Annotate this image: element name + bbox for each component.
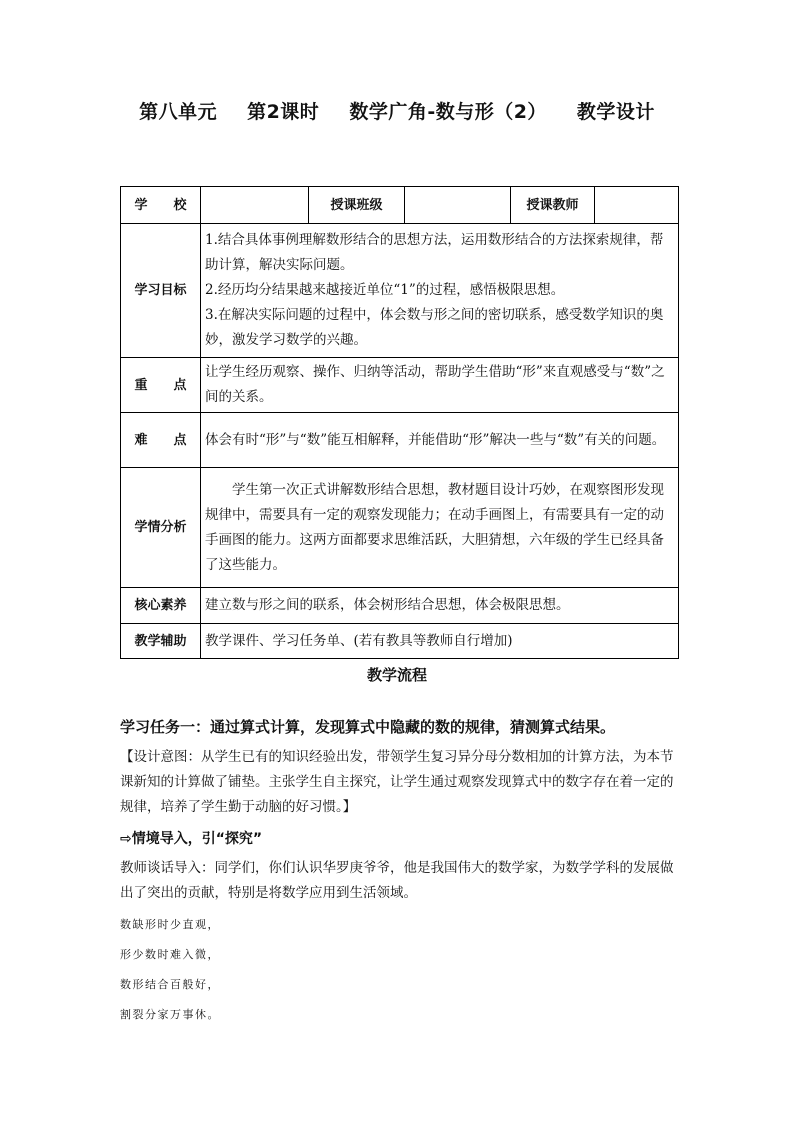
table-row <box>121 624 679 659</box>
key-point-label: 重 点 <box>121 358 201 413</box>
task-one-heading: 学习任务一：通过算式计算，发现算式中隐藏的数的规律，猜测算式结果。 <box>120 718 616 736</box>
key-point-text: 让学生经历观察、操作、归纳等活动，帮助学生借助“形”来直观感受与“数”之间的关系。 <box>201 358 679 413</box>
school-value <box>201 187 309 224</box>
class-label: 授课班级 <box>309 187 405 224</box>
teacher-value <box>595 187 679 224</box>
difficulty-label: 难 点 <box>121 413 201 468</box>
design-intent: 【设计意图：从学生已有的知识经验出发，带领学生复习异分母分数相加的计算方法，为本节课新知的计算做了铺垫。主张学生自主探究，让学生通过观察发现算式中的数字存在着一定的规律，培养了学生勤于动脑的好习惯。】 <box>120 749 674 815</box>
table-row <box>121 468 679 588</box>
title-topic: 数学广角-数与形（2） <box>349 101 547 123</box>
table-row <box>121 187 679 224</box>
aids-text: 教学课件、学习任务单、(若有教具等教师自行增加) <box>201 624 679 659</box>
title-unit: 第八单元 <box>139 101 218 123</box>
goal-item: 3.在解决实际问题的过程中，体会数与形之间的密切联系，感受数学知识的奥妙，激发学习数学的兴趣。 <box>205 307 664 348</box>
goals-content <box>201 224 679 358</box>
table-row <box>121 224 679 358</box>
poem-line: 形少数时难入微， <box>120 948 220 961</box>
lesson-info-table <box>120 186 679 659</box>
poem-line: 割裂分家万事休。 <box>120 1008 220 1021</box>
poem-line: 数形结合百般好， <box>120 978 220 991</box>
literacy-label: 核心素养 <box>121 588 201 624</box>
title-lesson: 第2课时 <box>247 101 320 123</box>
analysis-text: 学生第一次正式讲解数形结合思想，教材题目设计巧妙，在观察图形发现规律中，需要具有一定的观察发现能力；在动手画图上，有需要具有一定的动手画图的能力。这两方面都要求思维活跃，大胆猜想，六年级的学生已经具备了这些能力。 <box>201 468 679 588</box>
goal-item: 2.经历均分结果越来越接近单位“1”的过程，感悟极限思想。 <box>205 282 565 298</box>
analysis-label: 学情分析 <box>121 468 201 588</box>
table-row <box>121 588 679 624</box>
aids-label: 教学辅助 <box>121 624 201 659</box>
school-label: 学 校 <box>121 187 201 224</box>
difficulty-text: 体会有时“形”与“数”能互相解释，并能借助“形”解决一些与“数”有关的问题。 <box>201 413 679 468</box>
teacher-talk: 教师谈话导入：同学们，你们认识华罗庚爷爷，他是我国伟大的数学家，为数学学科的发展做出了突出的贡献，特别是将数学应用到生活领域。 <box>120 860 674 901</box>
class-value <box>405 187 511 224</box>
teacher-label: 授课教师 <box>511 187 595 224</box>
document-title <box>0 97 794 124</box>
literacy-text: 建立数与形之间的联系，体会树形结合思想，体会极限思想。 <box>201 588 679 624</box>
poem <box>120 910 220 1030</box>
poem-line: 数缺形时少直观， <box>120 918 220 931</box>
table-row <box>121 358 679 413</box>
title-doc-type: 教学设计 <box>576 101 655 123</box>
table-row <box>121 413 679 468</box>
goal-item: 1.结合具体事例理解数形结合的思想方法，运用数形结合的方法探索规律，帮助计算，解决实际问题。 <box>205 232 664 273</box>
process-heading: 教学流程 <box>366 666 427 684</box>
intro-heading: ⇨情境导入，引“探究” <box>120 831 263 847</box>
goals-label: 学习目标 <box>121 224 201 358</box>
